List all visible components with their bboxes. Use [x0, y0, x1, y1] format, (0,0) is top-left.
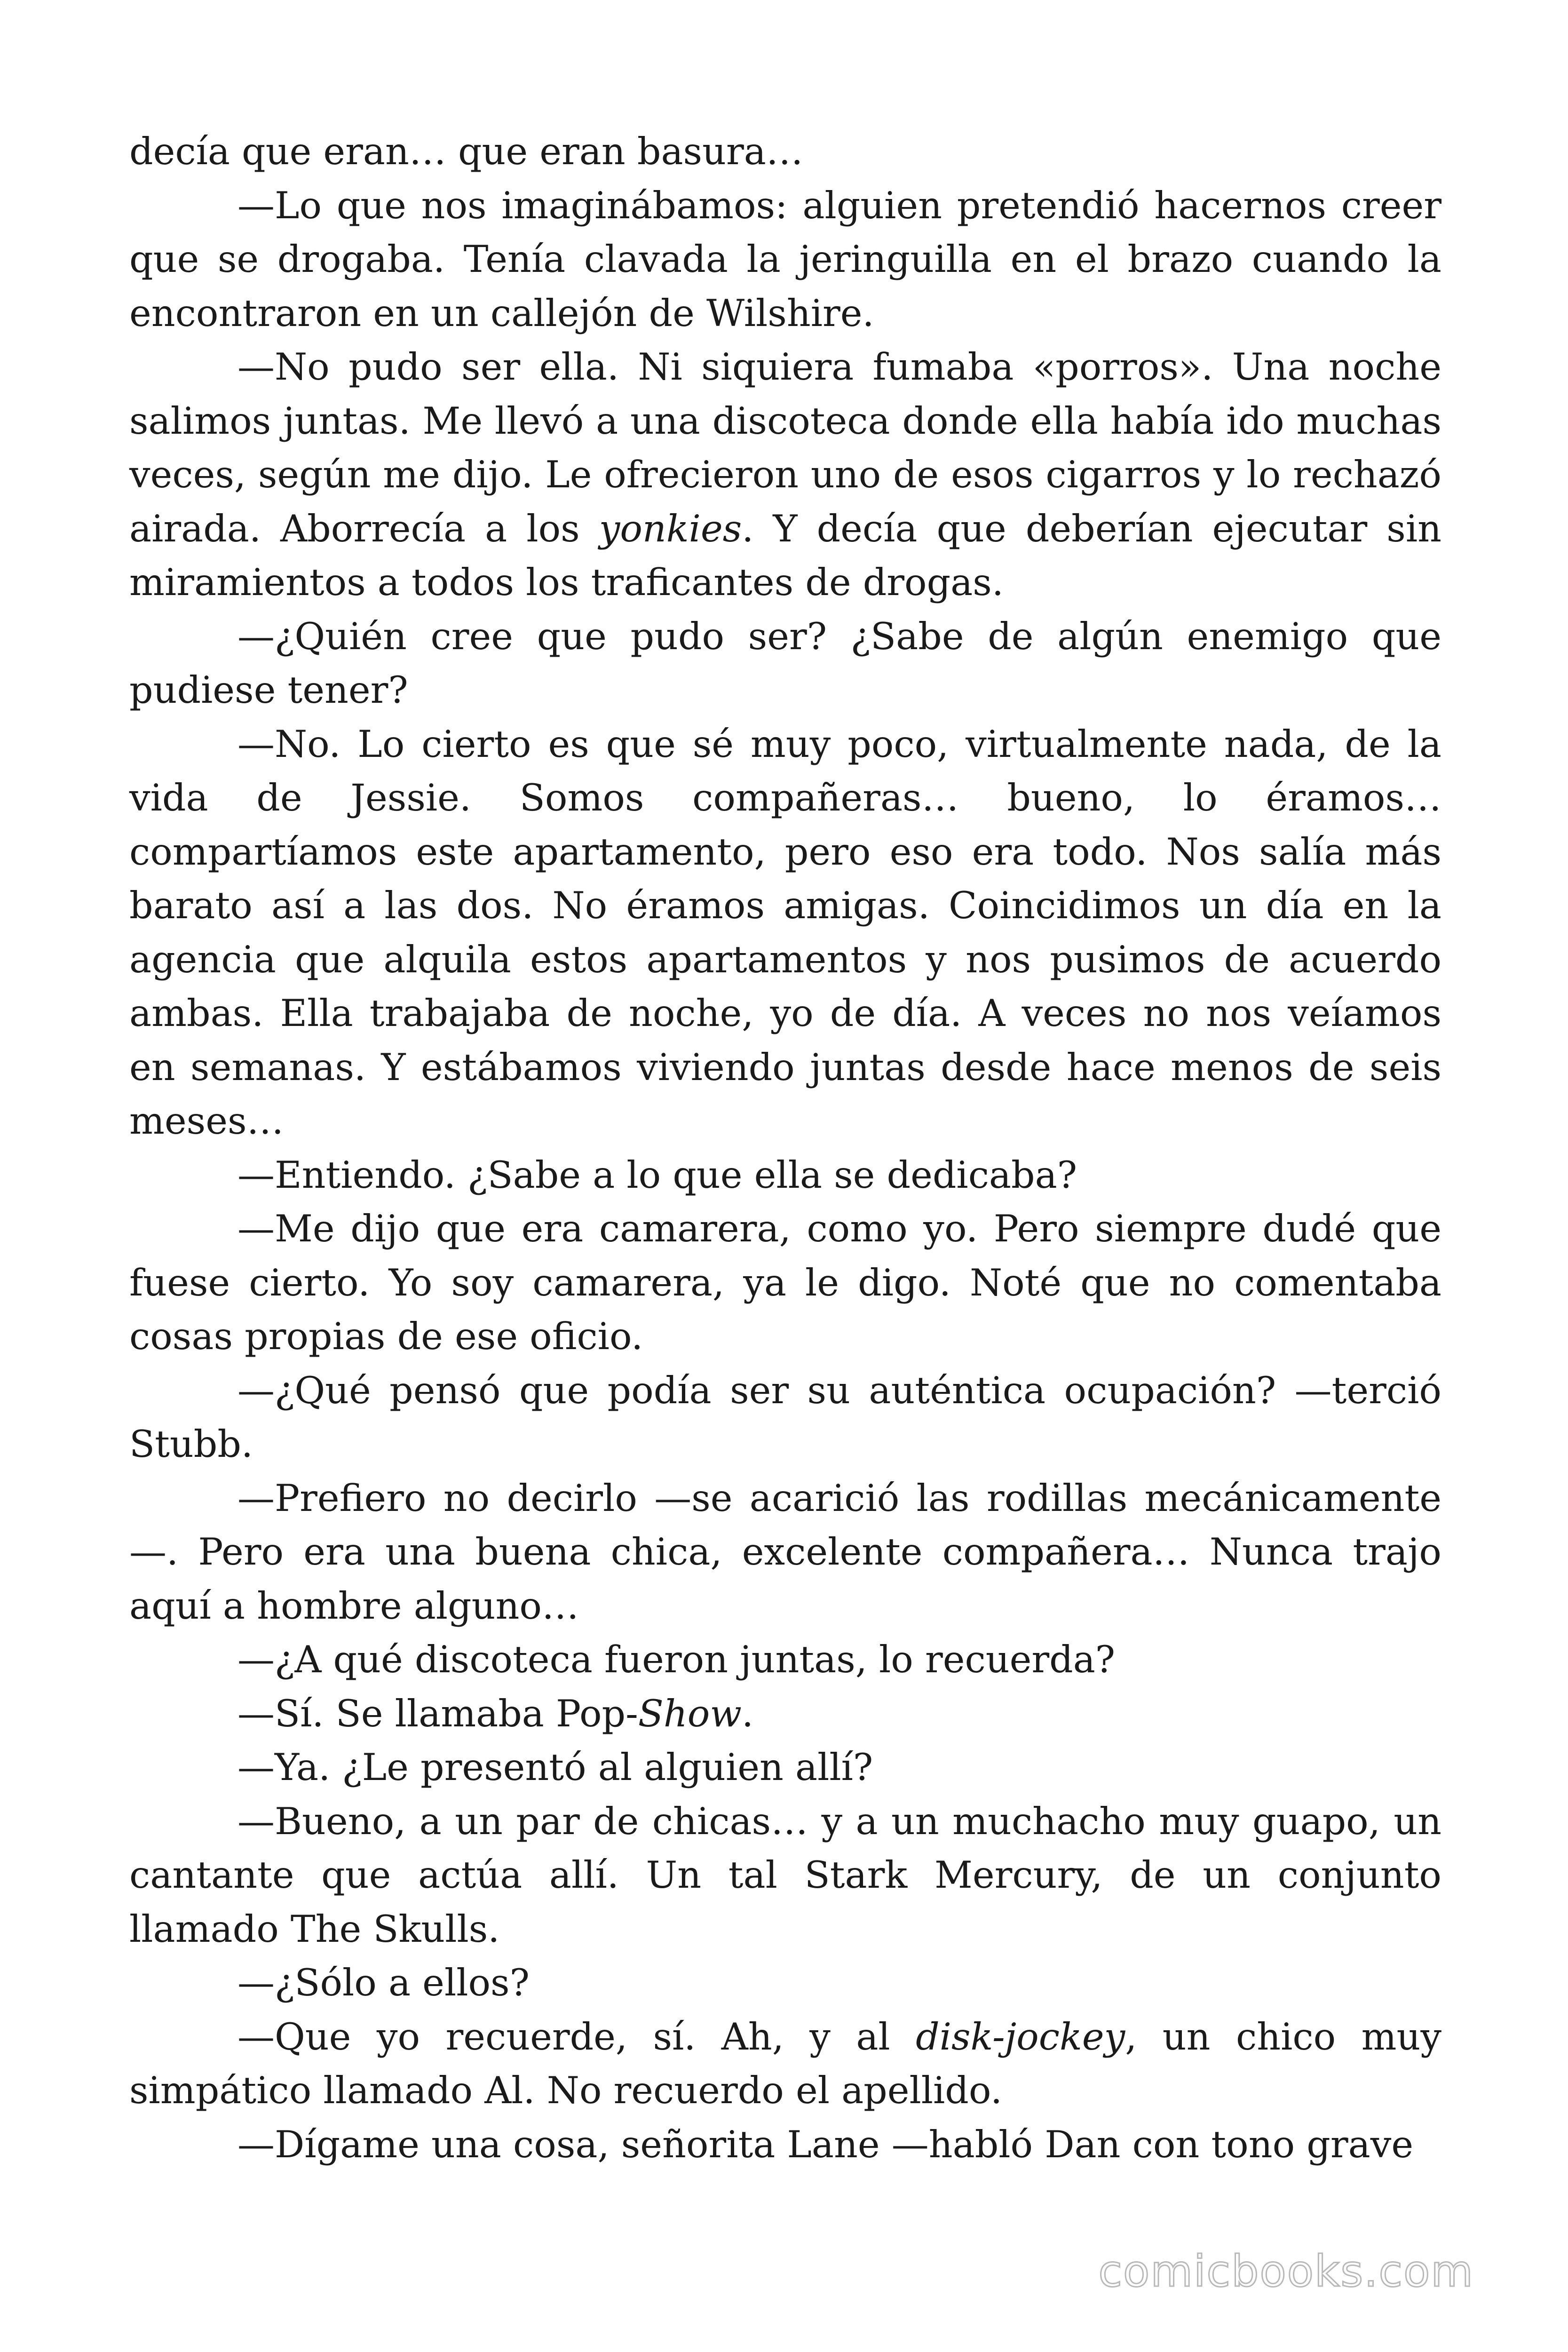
text-run: —No. Lo cierto es que sé muy poco, virtualmente nada, de la vida de Jessie. Somos compañeras… bueno, lo éramos… compartíamos este apartamento, pero eso era todo. Nos salía más barato así a las dos. No éramos amigas. Coincidimos un día en la agencia que alquila estos apartamentos y nos pusimos de acuerdo ambas. Ella trabajaba de noche, yo de día. A veces no nos veíamos en semanas. Y estábamos viviendo juntas desde hace menos de seis meses… — [129, 722, 1441, 1143]
paragraph — [129, 1364, 1441, 1471]
watermark-logo: comicbooks.com — [1098, 2246, 1474, 2296]
italic-text: Show — [638, 1692, 742, 1735]
text-run: —Me dijo que era camarera, como yo. Pero siempre dudé que fuese cierto. Yo soy camarera, ya le digo. Noté que no comentaba cosas propias de ese oficio. — [129, 1207, 1441, 1358]
text-run: —¿Quién cree que pudo ser? ¿Sabe de algún enemigo que pudiese tener? — [129, 614, 1441, 712]
text-run: , un chico muy simpático llamado Al. No recuerdo el apellido. — [129, 2015, 1442, 2112]
text-run: —¿Qué pensó que podía ser su auténtica ocupación? —terció Stubb. — [129, 1368, 1441, 1466]
paragraph — [129, 1202, 1441, 1364]
text-run: —¿Sólo a ellos? — [238, 1961, 530, 2004]
paragraph — [129, 610, 1441, 717]
text-run: —Sí. Se llamaba Pop- — [238, 1692, 638, 1735]
text-run: —Ya. ¿Le presentó al alguien allí? — [238, 1746, 873, 1789]
paragraph — [129, 1956, 1441, 2010]
text-run: —Que yo recuerde, sí. Ah, y al — [238, 2015, 916, 2058]
italic-text: disk-jockey — [916, 2015, 1125, 2058]
paragraph — [129, 1471, 1441, 1633]
paragraph — [129, 340, 1441, 610]
text-run: —Lo que nos imaginábamos: alguien pretendió hacernos creer que se drogaba. Tenía clavada la jeringuilla en el brazo cuando la encontraron en un callejón de Wilshire. — [129, 183, 1441, 335]
text-run: —Entiendo. ¿Sabe a lo que ella se dedicaba? — [238, 1153, 1077, 1197]
paragraph — [129, 1148, 1441, 1202]
text-run: . — [741, 1692, 754, 1735]
page-body — [129, 125, 1441, 2171]
paragraph — [129, 125, 1441, 179]
paragraph — [129, 1633, 1441, 1687]
italic-text: yonkies — [599, 507, 742, 550]
text-run: —Dígame una cosa, señorita Lane —habló Dan con tono grave — [238, 2122, 1414, 2166]
paragraph — [129, 1687, 1441, 1741]
text-run: decía que eran… que eran basura… — [129, 130, 803, 173]
paragraph — [129, 179, 1441, 341]
text-run: —Prefiero no decirlo —se acarició las rodillas mecánicamente—. Pero era una buena chica, excelente compañera… Nunca trajo aquí a hombre alguno… — [129, 1476, 1441, 1628]
text-run: —Bueno, a un par de chicas… y a un muchacho muy guapo, un cantante que actúa allí. Un tal Stark Mercury, de un conjunto llamado The Skulls. — [129, 1799, 1441, 1951]
text-run: . Y decía que deberían ejecutar sin miramientos a todos los traficantes de drogas. — [129, 507, 1441, 604]
paragraph — [129, 717, 1441, 1148]
paragraph — [129, 2118, 1441, 2172]
text-run: —¿A qué discoteca fueron juntas, lo recuerda? — [238, 1638, 1116, 1681]
paragraph — [129, 1740, 1441, 1795]
paragraph — [129, 2010, 1441, 2118]
paragraph — [129, 1795, 1441, 1956]
text-run: —No pudo ser ella. Ni siquiera fumaba «porros». Una noche salimos juntas. Me llevó a una discoteca donde ella había ido muchas veces, según me dijo. Le ofrecieron uno de esos cigarros y lo rechazó airada. Aborrecía a los — [129, 345, 1441, 550]
